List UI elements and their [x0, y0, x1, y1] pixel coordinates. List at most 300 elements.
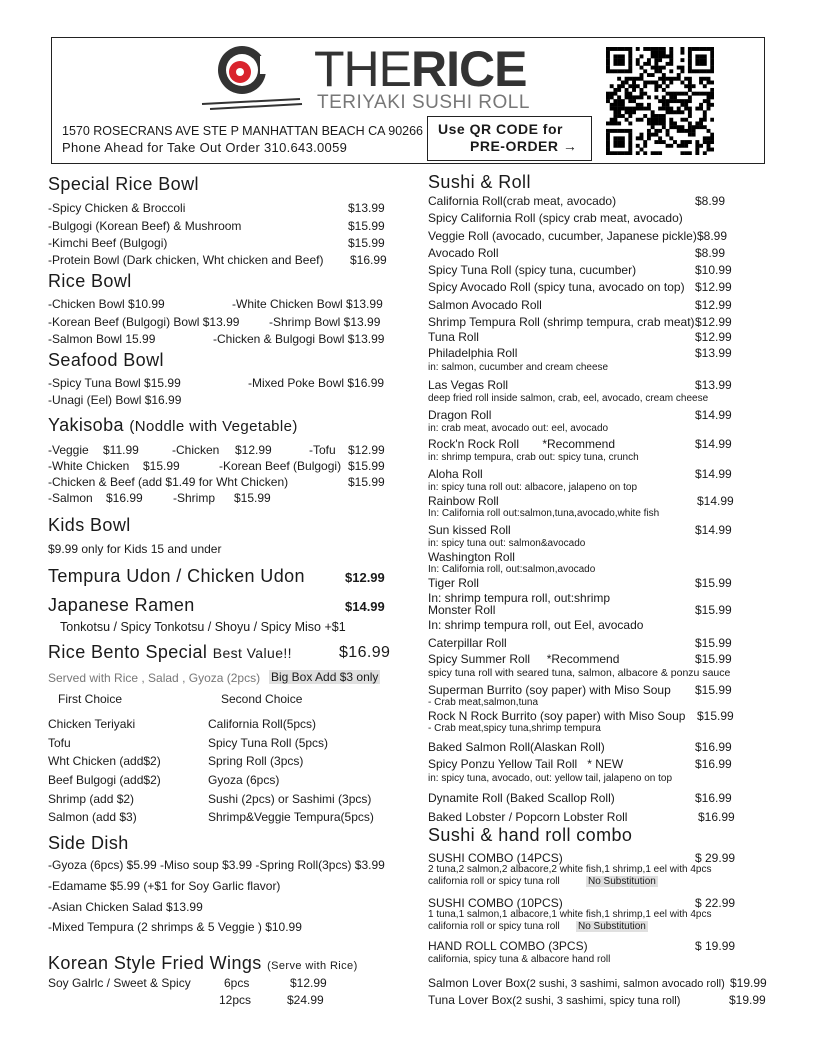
qr-module — [662, 51, 666, 55]
qr-module — [677, 107, 681, 111]
qr-module — [666, 99, 670, 103]
ramen-options: Tonkotsu / Spicy Tonkotsu / Shoyu / Spicy Miso +$1 — [60, 620, 346, 634]
menu-item: -Bulgogi (Korean Beef) & Mushroom — [48, 219, 242, 233]
qr-module — [625, 95, 629, 99]
qr-module — [621, 136, 625, 140]
qr-module — [688, 47, 692, 51]
qr-module — [688, 107, 692, 111]
qr-module — [621, 58, 625, 62]
qr-module — [628, 92, 632, 96]
qr-module — [606, 136, 610, 140]
qr-module — [677, 92, 681, 96]
qr-module — [651, 125, 655, 129]
qr-module — [610, 151, 614, 155]
qr-module — [680, 151, 684, 155]
qr-module — [617, 103, 621, 107]
qr-module — [662, 47, 666, 51]
qr-module — [699, 81, 703, 85]
qr-module — [680, 47, 684, 51]
qr-module — [699, 69, 703, 73]
qr-module — [677, 144, 681, 148]
roll-price: $15.99 — [697, 709, 734, 723]
qr-module — [617, 140, 621, 144]
qr-module — [632, 84, 636, 88]
bento-second-item: Spicy Tuna Roll (5pcs) — [208, 736, 329, 750]
roll-name: Aloha Roll — [428, 467, 483, 481]
roll-price: $16.99 — [695, 740, 732, 754]
qr-module — [617, 95, 621, 99]
qr-module — [684, 107, 688, 111]
qr-module — [610, 69, 614, 73]
qr-module — [617, 99, 621, 103]
qr-module — [621, 62, 625, 66]
qr-module — [617, 129, 621, 133]
qr-module — [658, 51, 662, 55]
qr-module — [707, 77, 711, 81]
qr-module — [677, 66, 681, 70]
roll-desc: in: salmon, cucumber and cream cheese — [428, 362, 609, 373]
qr-module — [613, 103, 617, 107]
qr-module — [666, 110, 670, 114]
qr-module — [617, 88, 621, 92]
qr-module — [643, 114, 647, 118]
qr-module — [632, 95, 636, 99]
qr-module — [621, 144, 625, 148]
wings-price: $24.99 — [287, 993, 324, 1007]
qr-module — [643, 69, 647, 73]
section-title-sushi: Sushi & Roll — [428, 172, 531, 192]
qr-module — [680, 110, 684, 114]
qr-module — [606, 66, 610, 70]
qr-module — [662, 107, 666, 111]
roll-desc: In: California roll out:salmon,tuna,avocado,white fish — [428, 508, 660, 519]
qr-module — [613, 69, 617, 73]
qr-module — [695, 121, 699, 125]
tuna-lover-box: Tuna Lover Box(2 sushi, 3 sashimi, spicy tuna roll) — [428, 993, 681, 1007]
menu-price: $16.99 — [106, 491, 143, 505]
qr-module — [658, 129, 662, 133]
qr-module — [680, 51, 684, 55]
qr-module — [662, 125, 666, 129]
qr-module — [654, 121, 658, 125]
combo-name: SUSHI COMBO (10PCS) — [428, 896, 563, 910]
qr-module — [625, 69, 629, 73]
qr-module — [621, 81, 625, 85]
qr-module — [680, 81, 684, 85]
qr-module — [625, 47, 629, 51]
menu-item: -Chicken & Beef (add $1.49 for Wht Chicken) — [48, 475, 289, 489]
section-title-special: Special Rice Bowl — [48, 174, 199, 194]
qr-module — [662, 114, 666, 118]
qr-module — [621, 69, 625, 73]
qr-module — [703, 69, 707, 73]
roll-name: Baked Lobster / Popcorn Lobster Roll — [428, 810, 628, 824]
qr-module — [688, 54, 692, 58]
qr-module — [695, 58, 699, 62]
qr-module — [610, 103, 614, 107]
qr-module — [625, 110, 629, 114]
qr-module — [688, 125, 692, 129]
menu-item: -Kimchi Beef (Bulgogi) — [48, 236, 168, 250]
combo-desc: california, spicy tuna & albacore hand roll — [428, 954, 611, 965]
qr-module — [606, 62, 610, 66]
roll-desc: In: California roll, out:salmon,avocado — [428, 564, 596, 575]
qr-module — [651, 151, 655, 155]
combo-desc: california roll or spicy tuna roll — [428, 921, 560, 932]
qr-module — [621, 84, 625, 88]
qr-module — [688, 58, 692, 62]
menu-item: -Chicken — [172, 443, 220, 457]
bento-price: $16.99 — [339, 644, 391, 661]
tuna-lover-price: $19.99 — [729, 993, 766, 1007]
qr-module — [617, 69, 621, 73]
qr-module — [651, 133, 655, 137]
qr-module — [707, 47, 711, 51]
qr-module — [617, 84, 621, 88]
roll-name: Sun kissed Roll — [428, 523, 511, 537]
qr-module — [606, 133, 610, 137]
qr-module — [680, 92, 684, 96]
qr-module — [688, 114, 692, 118]
qr-module — [628, 110, 632, 114]
bento-second-header: Second Choice — [221, 692, 303, 706]
qr-module — [710, 148, 714, 152]
qr-module — [613, 151, 617, 155]
combo-name: SUSHI COMBO (14PCS) — [428, 851, 563, 865]
udon-price: $12.99 — [345, 570, 385, 585]
qr-module — [710, 58, 714, 62]
bento-second-item: Shrimp&Veggie Tempura(5pcs) — [208, 810, 374, 824]
menu-item: -Spicy Tuna Bowl $15.99 — [48, 376, 181, 390]
menu-item: -Chicken & Bulgogi Bowl $13.99 — [213, 332, 385, 346]
qr-module — [640, 92, 644, 96]
qr-module — [628, 62, 632, 66]
qr-module — [707, 129, 711, 133]
qr-module — [632, 88, 636, 92]
qr-module — [688, 140, 692, 144]
menu-item: -Protein Bowl (Dark chicken, Wht chicken and Beef) — [48, 253, 324, 267]
qr-module — [613, 144, 617, 148]
bento-first-item: Beef Bulgogi (add$2) — [48, 773, 161, 787]
qr-module — [632, 99, 636, 103]
qr-module — [688, 121, 692, 125]
menu-price: $15.99 — [348, 219, 385, 233]
qr-module — [617, 54, 621, 58]
menu-price: $12.99 — [235, 443, 272, 457]
qr-module — [684, 103, 688, 107]
qr-module — [628, 121, 632, 125]
roll-desc: deep fried roll inside salmon, crab, eel, avocado, cream cheese — [428, 393, 709, 404]
qr-module — [669, 92, 673, 96]
qr-module — [658, 140, 662, 144]
address: 1570 ROSECRANS AVE STE P MANHATTAN BEACH CA 90266 — [62, 124, 424, 138]
qr-module — [636, 151, 640, 155]
qr-module — [699, 125, 703, 129]
qr-module — [658, 66, 662, 70]
qr-module — [677, 77, 681, 81]
qr-module — [707, 69, 711, 73]
qr-module — [654, 151, 658, 155]
qr-module — [628, 148, 632, 152]
qr-module — [669, 95, 673, 99]
roll-desc: in: spicy tuna out: salmon&avocado — [428, 538, 586, 549]
qr-module — [651, 73, 655, 77]
qr-module — [606, 99, 610, 103]
roll-price: $15.99 — [695, 576, 732, 590]
qr-module — [707, 140, 711, 144]
qr-module — [617, 121, 621, 125]
qr-module — [680, 118, 684, 122]
qr-module — [662, 95, 666, 99]
menu-price: $15.99 — [234, 491, 271, 505]
qr-module — [699, 121, 703, 125]
qr-module — [684, 144, 688, 148]
qr-module — [710, 69, 714, 73]
qr-module — [610, 47, 614, 51]
roll-price: $15.99 — [695, 683, 732, 697]
qr-module — [666, 77, 670, 81]
qr-module — [684, 77, 688, 81]
qr-module — [703, 110, 707, 114]
qr-module — [688, 69, 692, 73]
qr-module — [617, 136, 621, 140]
qr-module — [636, 77, 640, 81]
qr-module — [669, 47, 673, 51]
qr-module — [632, 107, 636, 111]
menu-item: -Shrimp — [173, 491, 216, 505]
qr-module — [617, 62, 621, 66]
qr-module — [699, 107, 703, 111]
roll-name: Spicy Tuna Roll (spicy tuna, cucumber) — [428, 263, 637, 277]
qr-module — [669, 118, 673, 122]
roll-desc: - Crab meat,salmon,tuna — [428, 697, 539, 708]
qr-module — [673, 110, 677, 114]
qr-module — [654, 66, 658, 70]
qr-module — [647, 73, 651, 77]
menu-item: -Spicy Chicken & Broccoli — [48, 201, 186, 215]
qr-module — [688, 62, 692, 66]
qr-module — [606, 58, 610, 62]
qr-module — [688, 77, 692, 81]
qr-module — [710, 66, 714, 70]
qr-module — [710, 92, 714, 96]
menu-item: -Unagi (Eel) Bowl $16.99 — [48, 393, 182, 407]
qr-module — [673, 77, 677, 81]
qr-module — [621, 99, 625, 103]
roll-price: $14.99 — [695, 408, 732, 422]
qr-module — [692, 129, 696, 133]
qr-module — [647, 103, 651, 107]
qr-module — [710, 62, 714, 66]
roll-price: $16.99 — [695, 791, 732, 805]
bento-second-item: Sushi (2pcs) or Sashimi (3pcs) — [208, 792, 372, 806]
qr-module — [658, 47, 662, 51]
qr-module — [617, 110, 621, 114]
qr-module — [662, 73, 666, 77]
qr-module — [628, 66, 632, 70]
qr-module — [673, 121, 677, 125]
section-title-combo: Sushi & hand roll combo — [428, 825, 633, 845]
qr-module — [651, 121, 655, 125]
qr-module — [658, 114, 662, 118]
qr-module — [636, 84, 640, 88]
qr-module — [688, 95, 692, 99]
qr-module — [662, 99, 666, 103]
qr-module — [640, 107, 644, 111]
qr-module — [617, 114, 621, 118]
qr-module — [613, 88, 617, 92]
qr-module — [613, 110, 617, 114]
qr-module — [684, 84, 688, 88]
qr-module — [673, 95, 677, 99]
section-title-rice: Rice Bowl — [48, 271, 132, 291]
qr-module — [669, 107, 673, 111]
qr-module — [628, 136, 632, 140]
qr-module — [658, 58, 662, 62]
qr-module — [628, 77, 632, 81]
qr-module — [654, 58, 658, 62]
combo-desc: california roll or spicy tuna roll — [428, 876, 560, 887]
qr-module — [606, 144, 610, 148]
qr-module — [632, 77, 636, 81]
qr-module — [666, 84, 670, 88]
qr-module — [647, 133, 651, 137]
qr-module — [610, 129, 614, 133]
qr-module — [703, 62, 707, 66]
qr-module — [699, 54, 703, 58]
qr-module — [621, 129, 625, 133]
qr-module — [677, 125, 681, 129]
qr-module — [640, 148, 644, 152]
qr-module — [699, 77, 703, 81]
qr-module — [636, 62, 640, 66]
qr-module — [703, 118, 707, 122]
qr-module — [699, 118, 703, 122]
qr-module — [625, 107, 629, 111]
qr-module — [695, 125, 699, 129]
qr-module — [643, 84, 647, 88]
roll-name: Spicy Ponzu Yellow Tail Roll * NEW — [428, 757, 624, 771]
qr-module — [643, 47, 647, 51]
qr-module — [710, 47, 714, 51]
qr-module — [680, 99, 684, 103]
qr-module — [707, 99, 711, 103]
qr-code-icon[interactable] — [606, 47, 714, 155]
qr-module — [647, 118, 651, 122]
qr-module — [628, 151, 632, 155]
qr-module — [610, 107, 614, 111]
qr-module — [636, 58, 640, 62]
combo-price: $ 29.99 — [695, 851, 736, 865]
qr-module — [703, 99, 707, 103]
qr-module — [680, 125, 684, 129]
section-title-seafood: Seafood Bowl — [48, 350, 164, 370]
qr-module — [662, 88, 666, 92]
qr-module — [669, 136, 673, 140]
qr-module — [647, 58, 651, 62]
roll-price: $13.99 — [695, 378, 732, 392]
qr-module — [613, 140, 617, 144]
qr-module — [658, 69, 662, 73]
qr-module — [647, 62, 651, 66]
qr-module — [636, 47, 640, 51]
qr-module — [692, 69, 696, 73]
bento-second-item: California Roll(5pcs) — [208, 717, 317, 731]
qr-module — [669, 51, 673, 55]
qr-module — [658, 54, 662, 58]
qr-module — [677, 73, 681, 77]
qr-module — [621, 151, 625, 155]
qr-module — [606, 92, 610, 96]
qr-module — [699, 47, 703, 51]
menu-item: -Shrimp Bowl $13.99 — [269, 315, 381, 329]
qr-module — [692, 47, 696, 51]
qr-module — [647, 136, 651, 140]
menu-item: -Tofu — [309, 443, 336, 457]
qr-module — [703, 136, 707, 140]
qr-module — [613, 62, 617, 66]
menu-price: $15.99 — [348, 236, 385, 250]
qr-module — [654, 84, 658, 88]
qr-module — [651, 51, 655, 55]
qr-module — [673, 99, 677, 103]
qr-module — [666, 144, 670, 148]
qr-module — [643, 144, 647, 148]
roll-price: $16.99 — [698, 810, 735, 824]
qr-module — [662, 77, 666, 81]
qr-module — [710, 81, 714, 85]
roll-name: Veggie Roll (avocado, cucumber, Japanese pickle) — [428, 229, 697, 243]
roll-desc: spicy tuna roll with seared tuna, salmon, albacore & ponzu sauce — [428, 667, 731, 679]
qr-module — [699, 92, 703, 96]
qr-module — [625, 118, 629, 122]
qr-module — [636, 136, 640, 140]
qr-module — [628, 84, 632, 88]
qr-module — [628, 129, 632, 133]
roll-name: Dynamite Roll (Baked Scallop Roll) — [428, 791, 615, 805]
qr-module — [636, 107, 640, 111]
qr-module — [617, 151, 621, 155]
qr-module — [606, 151, 610, 155]
menu-item: -Edamame $5.99 (+$1 for Soy Garlic flavor) — [48, 879, 281, 893]
rice-bowl-logo-icon — [200, 42, 305, 112]
roll-name: California Roll(crab meat, avocado) — [428, 194, 617, 208]
qr-module — [688, 110, 692, 114]
qr-module — [610, 84, 614, 88]
qr-module — [662, 81, 666, 85]
menu-price: $13.99 — [348, 201, 385, 215]
qr-module — [666, 129, 670, 133]
qr-module — [606, 47, 610, 51]
qr-module — [654, 62, 658, 66]
roll-name: Rock'n Rock Roll *Recommend — [428, 437, 616, 451]
qr-module — [662, 103, 666, 107]
qr-module — [710, 133, 714, 137]
qr-module — [666, 54, 670, 58]
phone: Phone Ahead for Take Out Order 310.643.0059 — [62, 140, 348, 155]
no-substitution-badge: No Substitution — [588, 876, 656, 887]
qr-module — [617, 58, 621, 62]
qr-module — [651, 54, 655, 58]
qr-module — [643, 92, 647, 96]
menu-price: $15.99 — [143, 459, 180, 473]
qr-module — [688, 66, 692, 70]
roll-price: $12.99 — [695, 280, 732, 294]
qr-module — [695, 62, 699, 66]
qr-module — [699, 58, 703, 62]
qr-module — [625, 88, 629, 92]
qr-module — [707, 81, 711, 85]
